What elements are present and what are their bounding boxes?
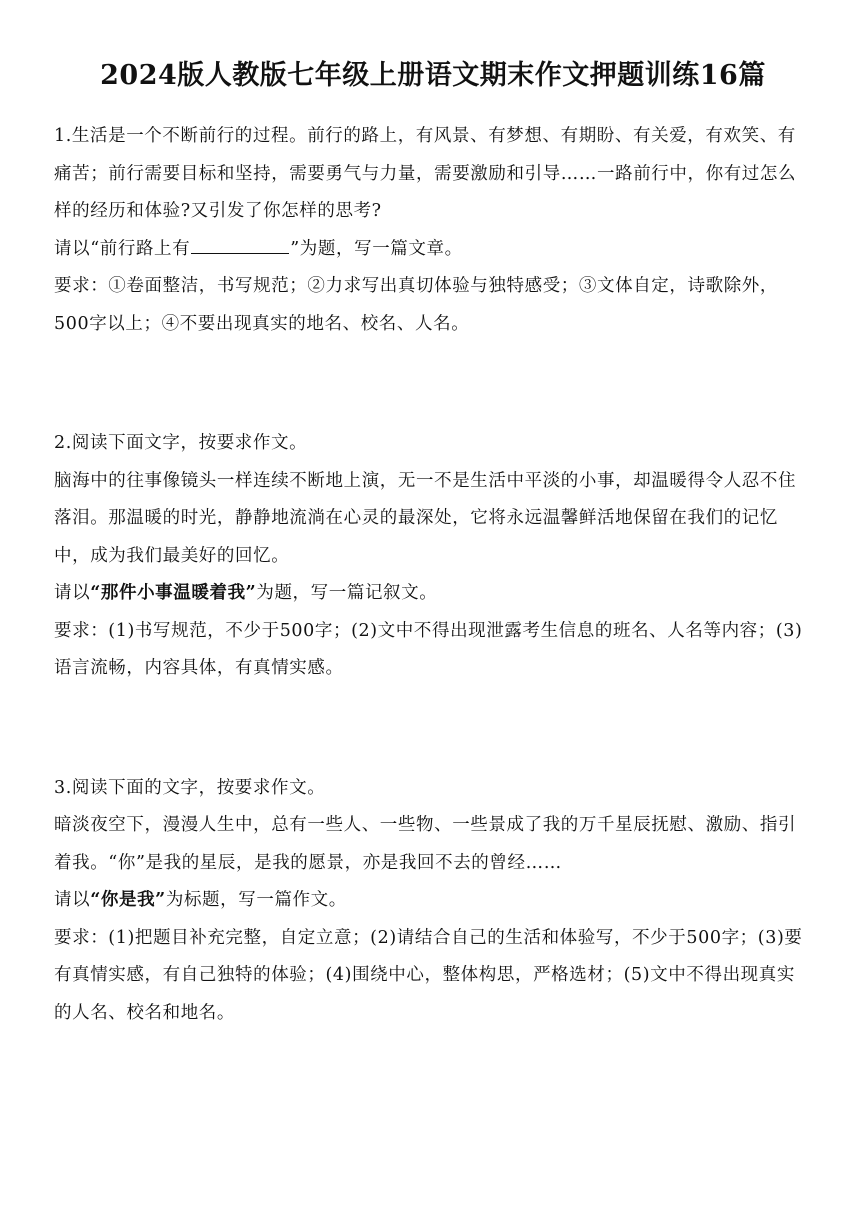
q1-title-blank [191,235,289,254]
q1-task-suffix: ”为题，写一篇文章。 [290,238,463,259]
q1-requirements: 要求：①卷面整洁，书写规范；②力求写出真切体验与独特感受；③文体自定，诗歌除外，500字以上；④不要出现真实的地名、校名、人名。 [54,276,778,334]
q3-task-prefix: 请以 [54,890,91,910]
page-title: 2024版人教版七年级上册语文期末作文押题训练16篇 [100,60,766,91]
section-spacer [54,688,812,770]
question-1 [54,118,812,343]
section-spacer [54,343,812,425]
question-2 [54,425,812,688]
q2-task-suffix: 为题，写一篇记叙文。 [256,583,438,603]
q3-intro: 3.阅读下面的文字，按要求作文。 [54,777,326,798]
q3-task-title: “你是我” [90,890,166,910]
q2-task-prefix: 请以 [54,583,91,603]
q3-passage: 暗淡夜空下，漫漫人生中，总有一些人、一些物、一些景成了我的万千星辰抚慰、激励、指引着我。“你”是我的星辰，是我的愿景，亦是我回不去的曾经…… [54,815,797,873]
q2-task [54,575,812,613]
question-3 [54,770,812,1033]
q2-task-title: “那件小事温暖着我” [90,583,257,603]
q3-task [54,882,812,920]
q2-intro: 2.阅读下面文字，按要求作文。 [54,433,308,453]
q1-prompt: 1.生活是一个不断前行的过程。前行的路上，有风景、有梦想、有期盼、有关爱，有欢笑、有痛苦；前行需要目标和坚持，需要勇气与力量，需要激励和引导……一路前行中，你有过怎么样的经历和体验?又引发了你怎样的思考? [54,126,797,221]
q3-requirements: 要求：(1)把题目补充完整，自定立意；(2)请结合自己的生活和体验写，不少于500字；(3)要有真情实感，有自己独特的体验；(4)围绕中心，整体构思，严格选材；(5)文中不得出现真实的人名、校名和地名。 [54,927,803,1023]
q3-task-suffix: 为标题，写一篇作文。 [165,890,347,910]
q2-passage: 脑海中的往事像镜头一样连续不断地上演，无一不是生活中平淡的小事，却温暖得令人忍不住落泪。那温暖的时光，静静地流淌在心灵的最深处，它将永远温馨鲜活地保留在我们的记忆中，成为我们最美好的回忆。 [54,470,797,566]
q1-task [54,231,812,269]
q2-requirements: 要求：(1)书写规范，不少于500字；(2)文中不得出现泄露考生信息的班名、人名等内容；(3)语言流畅，内容具体，有真情实感。 [54,620,803,678]
q1-task-prefix: 请以“前行路上有 [54,238,191,259]
